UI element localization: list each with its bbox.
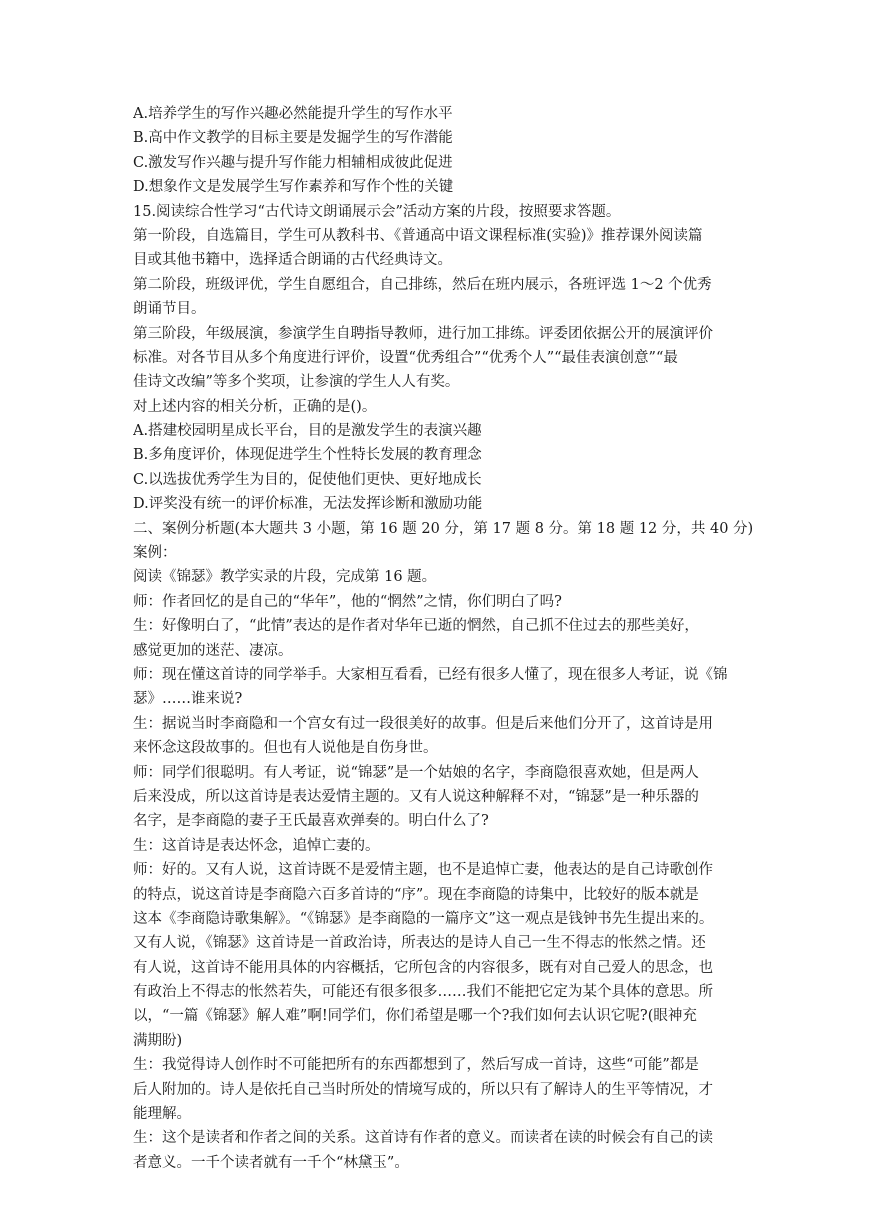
text-line: 生：好像明白了，“此情”表达的是作者对华年已逝的惘然，自己抓不住过去的那些美好， [133,618,699,635]
text-line: 对上述内容的相关分析，正确的是()。 [133,398,377,415]
text-line: 后来没成，所以这首诗是表达爱情主题的。又有人说这种解释不对，“锦瑟”是一种乐器的 [133,788,699,805]
text-line: 能理解。 [133,1106,191,1123]
text-line: 以，“一篇《锦瑟》解人难”啊!同学们，你们希望是哪一个?我们如何去认识它呢?(眼神充 [133,1008,697,1025]
document-page [133,102,773,1175]
text-line: 生：这个是读者和作者之间的关系。这首诗有作者的意义。而读者在读的时候会有自己的读 [133,1130,713,1147]
text-line: 案例： [133,545,177,562]
text-line: C.激发写作兴趣与提升写作能力相辅相成彼此促进 [133,154,453,171]
text-line: 标准。对各节目从多个角度进行评价，设置“优秀组合”“优秀个人”“最佳表演创意”“最 [133,349,678,366]
text-line: 者意义。一千个读者就有一千个“林黛玉”。 [133,1154,409,1171]
text-line: 师：同学们很聪明。有人考证，说“锦瑟”是一个姑娘的名字，李商隐很喜欢她，但是两人 [133,764,699,781]
text-line: 师：好的。又有人说，这首诗既不是爱情主题，也不是追悼亡妻，他表达的是自己诗歌创作 [133,862,713,879]
text-line: 名字，是李商隐的妻子王氏最喜欢弹奏的。明白什么了? [133,813,489,830]
text-line: 满期盼) [133,1032,183,1049]
text-line: 来怀念这段故事的。但也有人说他是自伤身世。 [133,740,438,757]
text-line: 15.阅读综合性学习“古代诗文朗诵展示会”活动方案的片段，按照要求答题。 [133,203,621,220]
text-line: 目或其他书籍中，选择适合朗诵的古代经典诗文。 [133,252,452,269]
text-line: 二、案例分析题(本大题共 3 小题，第 16 题 20 分，第 17 题 8 分。第 18 题 12 分，共 40 分) [133,520,754,537]
text-line: 第二阶段，班级评优，学生自愿组合，自己排练，然后在班内展示，各班评选 1～2 个优秀 [133,276,712,293]
text-line: 师：作者回忆的是自己的“华年”，他的“惘然”之情，你们明白了吗? [133,593,562,610]
text-line: 瑟》……谁来说? [133,691,243,708]
text-line: C.以选拔优秀学生为目的，促使他们更快、更好地成长 [133,471,482,488]
text-line: 第三阶段，年级展演，参演学生自聘指导教师，进行加工排练。评委团依据公开的展演评价 [133,325,713,342]
text-line: A.搭建校园明星成长平台，目的是激发学生的表演兴趣 [133,423,482,440]
text-line: B.多角度评价，体现促进学生个性特长发展的教育理念 [133,447,482,464]
text-line: B.高中作文教学的目标主要是发掘学生的写作潜能 [133,130,453,147]
text-line: D.想象作文是发展学生写作素养和写作个性的关键 [133,179,454,196]
text-line: 阅读《锦瑟》教学实录的片段，完成第 16 题。 [133,569,437,586]
text-line: D.评奖没有统一的评价标准，无法发挥诊断和激励功能 [133,496,483,513]
text-line: 有政治上不得志的怅然若失，可能还有很多很多……我们不能把它定为某个具体的意思。所 [133,984,713,1001]
text-line: 生：我觉得诗人创作时不可能把所有的东西都想到了，然后写成一首诗，这些“可能”都是 [133,1057,699,1074]
text-line: 的特点，说这首诗是李商隐六百多首诗的“序”。现在李商隐的诗集中，比较好的版本就是 [133,886,699,903]
text-line: 后人附加的。诗人是依托自己当时所处的情境写成的，所以只有了解诗人的生平等情况，才 [133,1081,713,1098]
text-line: 生：这首诗是表达怀念，追悼亡妻的。 [133,837,380,854]
text-line: 朗诵节目。 [133,301,206,318]
text-line: 第一阶段，自选篇目，学生可从教科书、《普通高中语文课程标准(实验)》推荐课外阅读篇 [133,227,703,244]
text-line: 有人说，这首诗不能用具体的内容概括，它所包含的内容很多，既有对自己爱人的思念，也 [133,959,713,976]
text-line: 这本《李商隐诗歌集解》。“《锦瑟》是李商隐的一篇序文”这一观点是钱钟书先生提出来的。 [133,910,714,927]
text-line: 佳诗文改编”等多个奖项，让参演的学生人人有奖。 [133,374,460,391]
text-line: 又有人说，《锦瑟》这首诗是一首政治诗，所表达的是诗人自己一生不得志的怅然之情。还 [133,935,706,952]
text-line: 感觉更加的迷茫、凄凉。 [133,642,293,659]
text-line: A.培养学生的写作兴趣必然能提升学生的写作水平 [133,106,453,122]
text-line: 师：现在懂这首诗的同学举手。大家相互看看，已经有很多人懂了，现在很多人考证，说《锦 [133,666,728,683]
text-line: 生：据说当时李商隐和一个宫女有过一段很美好的故事。但是后来他们分开了，这首诗是用 [133,715,713,732]
